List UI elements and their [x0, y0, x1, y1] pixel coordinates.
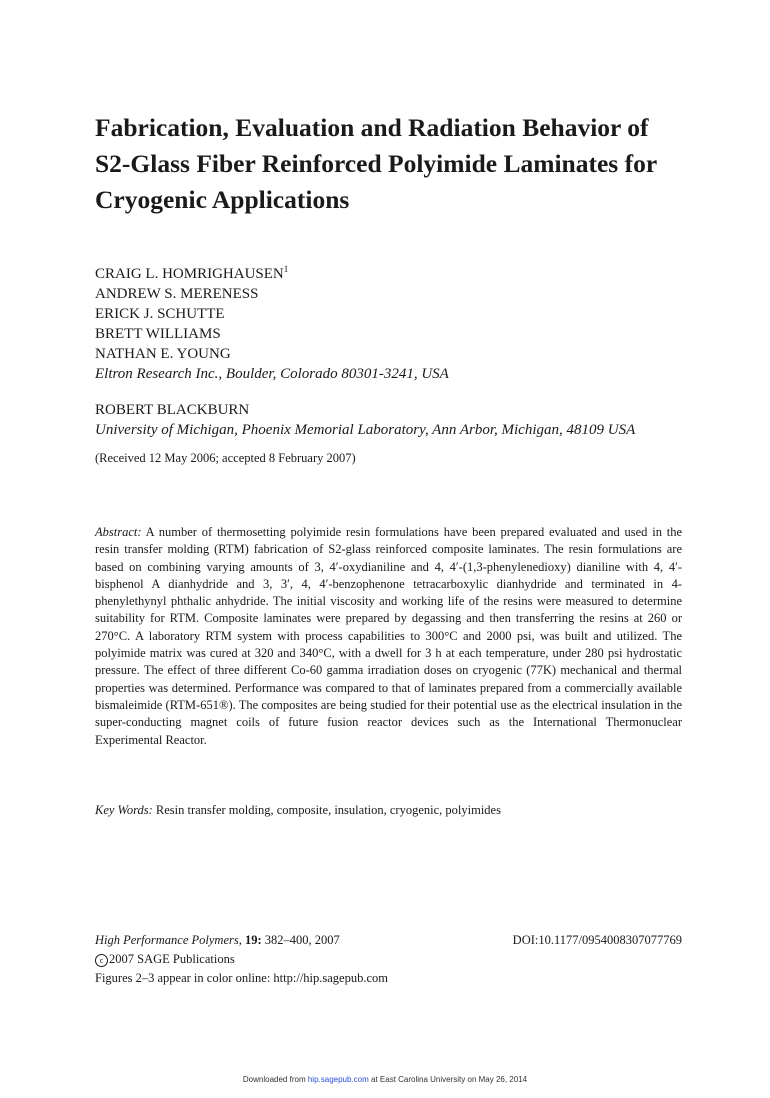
author-name: ERICK J. SCHUTTE [95, 306, 225, 322]
paper-title [95, 110, 715, 218]
journal-volume: 19: [244, 933, 262, 947]
abstract [95, 524, 682, 749]
author-name: ROBERT BLACKBURN [95, 402, 250, 418]
title-line-1: Fabrication, Evaluation and Radiation Behavior of [95, 113, 649, 142]
author-block-eltron [95, 264, 449, 384]
author-name: CRAIG L. HOMRIGHAUSEN [95, 266, 284, 282]
author-footnote-marker: 1 [283, 264, 289, 274]
download-source-link[interactable]: hip.sagepub.com [307, 1075, 369, 1084]
copyright-icon: c [95, 954, 108, 967]
keywords-label: Key Words: [95, 803, 153, 817]
author-block-michigan [95, 400, 635, 440]
author-name: NATHAN E. YOUNG [95, 346, 231, 362]
title-line-2: S2-Glass Fiber Reinforced Polyimide Laminates for [95, 149, 658, 178]
download-suffix: at East Carolina University on May 26, 2014 [371, 1075, 528, 1084]
figures-note: Figures 2–3 appear in color online: http://hip.sagepub.com [95, 971, 388, 985]
author-name: BRETT WILLIAMS [95, 326, 221, 342]
citation [95, 931, 340, 950]
copyright-line [95, 950, 682, 969]
received-dates: (Received 12 May 2006; accepted 8 February 2007) [95, 451, 356, 465]
author-affiliation: Eltron Research Inc., Boulder, Colorado 80301-3241, USA [95, 366, 449, 382]
author-name: ANDREW S. MERENESS [95, 286, 259, 302]
author-affiliation: University of Michigan, Phoenix Memorial Laboratory, Ann Arbor, Michigan, 48109 USA [95, 422, 636, 438]
download-watermark [0, 1075, 770, 1084]
keywords [95, 803, 501, 818]
author-line [95, 264, 449, 284]
download-prefix: Downloaded from [242, 1075, 306, 1084]
publication-footer [95, 931, 682, 988]
copyright-text: 2007 SAGE Publications [109, 952, 235, 966]
title-line-3: Cryogenic Applications [95, 185, 350, 214]
journal-pages: 382–400, 2007 [264, 933, 340, 947]
citation-row [95, 931, 682, 950]
journal-name: High Performance Polymers, [95, 933, 242, 947]
doi: DOI:10.1177/0954008307077769 [512, 933, 682, 947]
abstract-label: Abstract: [95, 525, 142, 539]
keywords-text: Resin transfer molding, composite, insulation, cryogenic, polyimides [155, 803, 501, 817]
abstract-text: A number of thermosetting polyimide resin formulations have been prepared evaluated and used in the resin transfer molding (RTM) fabrication of S2-glass reinforced composite laminates. The resin formulations are based on combining varying amounts of 3, 4′-oxydianiline and 4, 4′-(1,3-phenylenedioxy) dianiline with 4, 4′-bisphenol A dianhydride and 3, 3′, 4, 4′-benzophenone tetracarboxylic dianhydride and terminated in 4-phenylethynyl phthalic anhydride. The initial viscosity and working life of the resins were measured to determine suitability for RTM. Composite laminates were prepared by degassing and then transferring the resins at 260 or 270°C. A laboratory RTM system with process capabilities to 300°C and 2000 psi, was built and utilized. The polyimide matrix was cured at 320 and 340°C, with a dwell for 3 h at each temperature, under 280 psi hydrostatic pressure. The effect of three different Co-60 gamma irradiation doses on cryogenic (77K) mechanical and thermal properties was determined. Performance was compared to that of laminates prepared from a commercially available bismaleimide (RTM-651®). The composites are being studied for their potential use as the electrical insulation in the super-conducting magnet coils of future fusion reactor devices such as the International Thermonuclear Experimental Reactor. [95, 525, 683, 747]
